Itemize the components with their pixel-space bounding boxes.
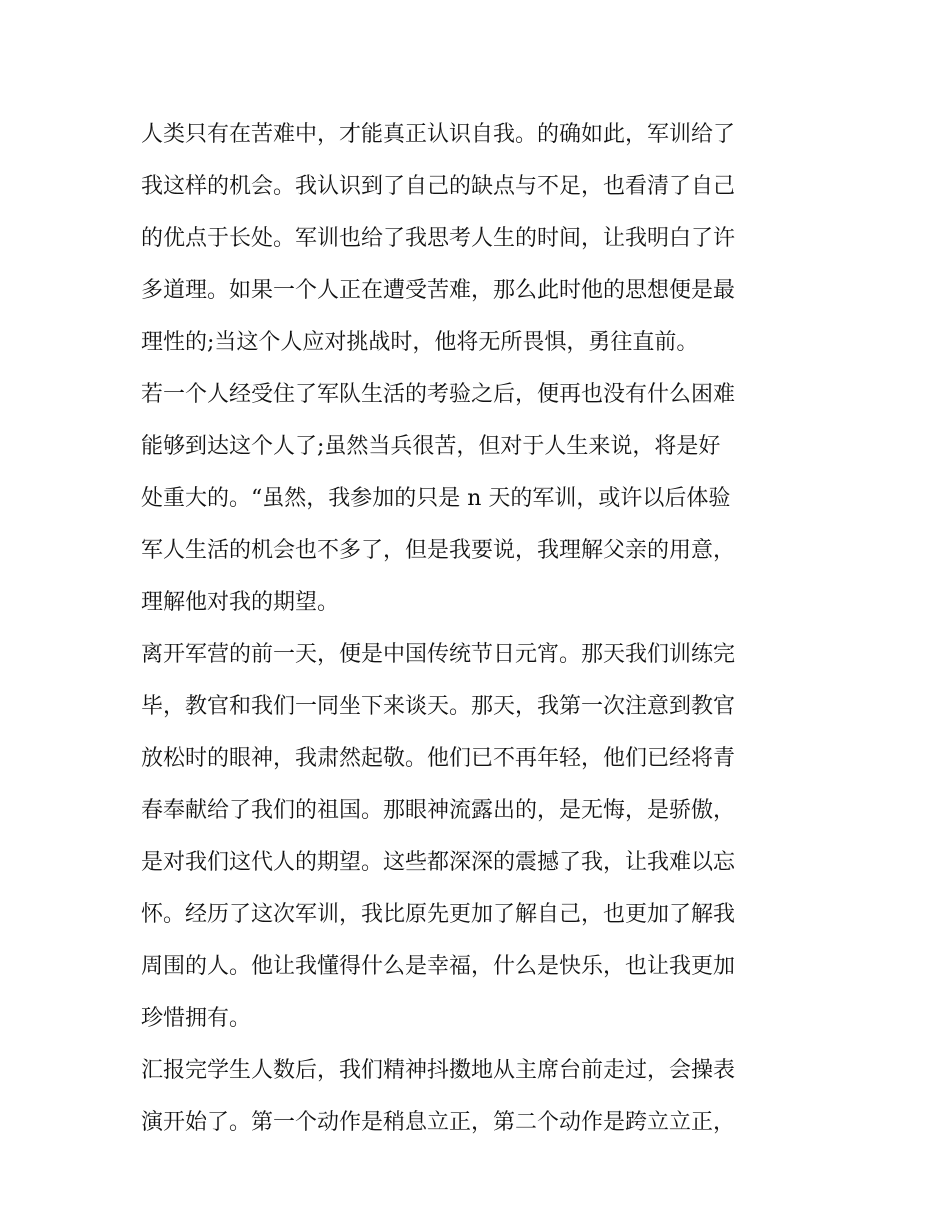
- text-line: 春奉献给了我们的祖国。那眼神流露出的，是无悔，是骄傲，: [141, 798, 736, 823]
- document-body: [141, 109, 821, 1149]
- text-line: 多道理。如果一个人正在遭受苦难，那么此时他的思想便是最: [141, 278, 736, 303]
- text-line: 能够到达这个人了;虽然当兵很苦，但对于人生来说，将是好: [141, 434, 721, 459]
- text-line: 处重大的。“虽然，我参加的只是 n 天的军训，或许以后体验: [141, 486, 731, 511]
- text-line: 理性的;当这个人应对挑战时，他将无所畏惧，勇往直前。: [141, 330, 699, 355]
- text-line: 周围的人。他让我懂得什么是幸福，什么是快乐，也让我更加: [141, 954, 736, 979]
- text-line: 我这样的机会。我认识到了自己的缺点与不足，也看清了自己: [141, 174, 736, 199]
- text-line: 军人生活的机会也不多了，但是我要说，我理解父亲的用意，: [141, 538, 736, 563]
- text-line: 若一个人经受住了军队生活的考验之后，便再也没有什么困难: [141, 382, 736, 407]
- text-line: 是对我们这代人的期望。这些都深深的震撼了我，让我难以忘: [141, 850, 736, 875]
- text-line: 理解他对我的期望。: [141, 590, 340, 615]
- text-line: 离开军营的前一天，便是中国传统节日元宵。那天我们训练完: [141, 642, 736, 667]
- text-line: 汇报完学生人数后，我们精神抖擞地从主席台前走过，会操表: [141, 1058, 736, 1083]
- text-line: 珍惜拥有。: [141, 1006, 252, 1031]
- text-line: 怀。经历了这次军训，我比原先更加了解自己，也更加了解我: [141, 902, 736, 927]
- text-line: 人类只有在苦难中，才能真正认识自我。的确如此，军训给了: [141, 122, 736, 147]
- text-line: 毕，教官和我们一同坐下来谈天。那天，我第一次注意到教官: [141, 694, 736, 719]
- text-line: 的优点于长处。军训也给了我思考人生的时间，让我明白了许: [141, 226, 736, 251]
- text-line: 演开始了。第一个动作是稍息立正，第二个动作是跨立立正，: [141, 1110, 736, 1135]
- text-line: 放松时的眼神，我肃然起敬。他们已不再年轻，他们已经将青: [141, 746, 736, 771]
